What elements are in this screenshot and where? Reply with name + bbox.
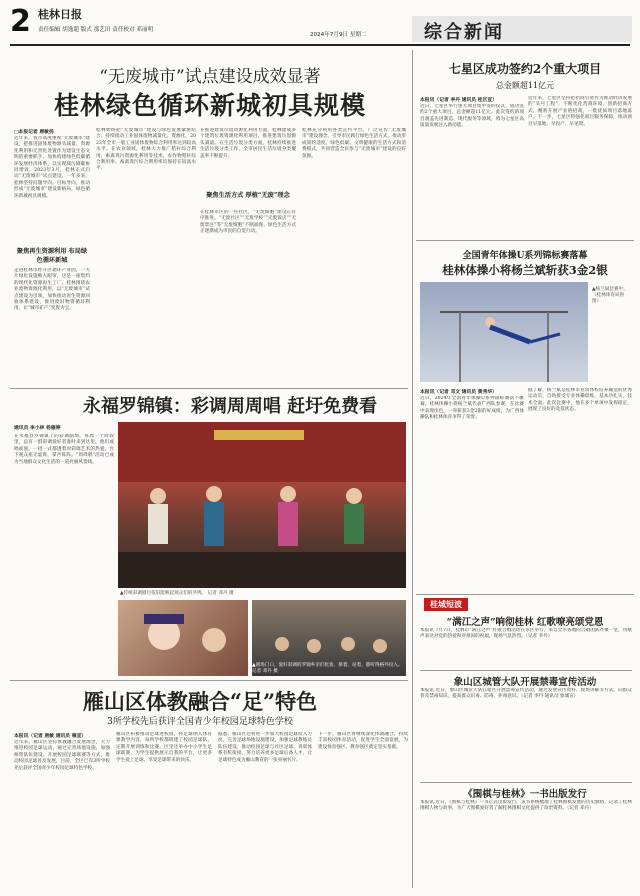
- opera-small-photo: [118, 600, 248, 676]
- story-divider: [416, 594, 634, 595]
- performer: [346, 488, 362, 504]
- main-subhead-1: 聚焦再生资源利用 布局绿色循环新城: [16, 248, 88, 264]
- paper-name: 桂林日报: [38, 8, 82, 21]
- qixing-subheadline: 总金额超11亿元: [495, 81, 555, 90]
- gymnast-col2: 据了解，杨兰斌是桂林市业余体校培养输送的优秀运动员，自幼接受专业体操训练，基本功扎实、技术全面。此次比赛中，他在多个单项中发挥稳定，展现了良好的竞技状态。: [528, 388, 632, 413]
- qixing-col1: 近日，七星区举行重大项目集中签约仪式，成功签约2个重大项目，总金额超11亿元。此次签约的项目涵盖先进制造、现代服务等领域，将为七星区高质量发展注入新动能。: [420, 104, 524, 129]
- gymnast-col1: 近日，2024年全国青年体操U系列锦标赛落下帷幕。桂林体操小将杨兰斌代表广西队参赛，在比赛中表现出色，一举斩获3金2银的好成绩，为广西体操队和桂林体育争得了荣誉。: [420, 396, 524, 421]
- opera-stage-illustration: [118, 422, 406, 588]
- masthead: [0, 0, 640, 50]
- top-rule: [10, 44, 630, 46]
- story-divider: [416, 240, 634, 241]
- performer-costume: [278, 502, 298, 546]
- gymnast-illustration: [420, 282, 588, 382]
- date-line: 2024年7月9日 星期二: [310, 32, 367, 38]
- sports-headline: 雁山区体教融合“足”特色: [82, 689, 318, 714]
- makeup-illustration: [118, 600, 248, 676]
- page-number: 2: [10, 4, 31, 39]
- main-col2b: 在推进建筑垃圾资源化利用方面，桂林建成多个建筑垃圾资源化利用项目，推进建筑垃圾源头减量。在生活垃圾分类方面，桂林持续推进生活垃圾分类工作，全市居民生活垃圾分类覆盖率不断提升。: [200, 128, 296, 159]
- opera-small-caption: ▲剧场门口，爱好彩调的罗锦乡亲们化妆、排着、站着，都听得格外投入。 记者 邓丹 摄: [252, 663, 403, 674]
- short-item2-text: 本报讯 近日，象山区城管大队在辖区开展禁毒宣传活动，通过发放宣传资料、现场讲解等方式，向群众普及禁毒知识，提高群众识毒、防毒、拒毒意识。（记者 李丹 通讯员 象城宣）: [420, 688, 632, 700]
- story-divider: [10, 388, 408, 389]
- performer: [206, 486, 222, 502]
- column-divider: [412, 50, 413, 888]
- short-item1-title: “满江之声”响彻桂林 红歌嘹亮颂党恩: [446, 617, 604, 628]
- opera-byline: 通讯员 李小林 杨雁婷: [14, 425, 61, 431]
- sports-col2: 雁山区积极推动足球进校园，将足球纳入体育课教学内容，每所学校都组建了校园足球队，定期开展训练和比赛。区里还举办中小学生足球联赛，为学生提供展示自我的平台，让更多学生爱上足球、享受足球带来的快乐。: [116, 732, 212, 763]
- short-divider: [420, 782, 632, 783]
- sports-byline: 本报讯（记者 唐敏 通讯员 雁宣）: [14, 733, 87, 739]
- main-col1: 近年来，我市高度重视“无废城市”建设，把推进固体废物源头减量、资源化利用和无害化处置作为建设生态文明的重要抓手，加快构建绿色低碳循环发展经济体系，以实现减污降碳协同增效。2023年3月，桂林正式启动“无废城市”试点建设，一年多来，桂林坚持问题导向、目标导向，推动形成“无废城市”建设新格局，绿色循环新城初具规模。: [14, 136, 90, 199]
- main-col3b: 桂林充分利用各类宣传平台，广泛宣传“无废城市”建设理念，引导市民践行绿色生活方式，推动形成简约适度、绿色低碳、文明健康的生活方式和消费模式，共同营造全民参与“无废城市”建设的良好氛围。: [302, 128, 406, 159]
- opera-main-photo: [118, 422, 406, 588]
- gymnast-legs: [530, 334, 560, 342]
- opera-headline: 永福罗锦镇：彩调周周唱 赶圩免费看: [82, 396, 378, 417]
- performer-costume: [204, 502, 224, 546]
- audience-member: [373, 639, 387, 653]
- qixing-col2: 近年来，七星区坚持把招商引资作为推动经济发展的“头号工程”，不断优化营商环境，创新招商方式，精准开展产业链招商，一批优质项目落地落户。下一步，七星区将强化项目服务保障，推动项目早落地、早投产、早见效。: [528, 96, 632, 127]
- qixing-headline: 七星区成功签约2个重大项目: [448, 62, 602, 76]
- gymnast-subheadline: 桂林体操小将杨兰斌斩获3金2银: [442, 263, 608, 277]
- stage-banner: [214, 430, 304, 440]
- main-col1b: 走进桂林市经开区循环产业园，一大片绿化设施映入眼帘，这是一座集约的现代化资源再生工厂。桂林围绕农业废物资源化利用，以“无废城市”试点建设为引领，加快推动再生资源回收体系建设，推进废旧物资循环利用，让“城市矿产”变废为宝。: [14, 268, 90, 312]
- performer-costume: [148, 504, 168, 544]
- performer: [280, 486, 296, 502]
- sports-col1: 近年来，雁山区坚持体教融合发展理念，大力推进校园足球运动，通过完善场地设施、加强师资队伍建设、开展校园足球联赛等方式，推动校园足球普及发展。目前，全区已有3所学校先后获评全国青少年校园足球特色学校。: [14, 740, 110, 771]
- main-headline: 桂林绿色循环新城初具规模: [53, 91, 366, 120]
- qixing-byline: 本报讯（记者 李丹 通讯员 桂区宣）: [420, 97, 497, 103]
- performer: [150, 488, 166, 504]
- sports-col4: 下一步，雁山区将继续深化体教融合，持续丰富校园体育活动，促进学生全面发展，为建设体育强区、教育强区奠定坚实基础。: [318, 732, 408, 750]
- headdress: [144, 614, 184, 624]
- gymnast-byline: 本报讯（记者 邓文 通讯员 黄秀华）: [420, 389, 497, 395]
- short-item2-title: 象山区城管大队开展禁毒宣传活动: [453, 677, 597, 688]
- short-item3-title: 《围棋与桂林》一书出版发行: [463, 789, 587, 800]
- gymnast-photo: [420, 282, 588, 382]
- main-subhead-2: 聚焦生活方式 厚植“无废”理念: [206, 192, 290, 199]
- main-byline: □本报记者 唐敏扬: [14, 129, 54, 135]
- opera-main-caption: ▲传统彩调剧目依旧能唤起观众们的共鸣。 记者 邓丹 摄: [120, 591, 234, 596]
- short-item1-text: 本报讯 7月7日，桂林市“满江之声”红歌合唱活动在市区举行，来自全市各地的合唱团队齐聚一堂，用歌声表达对党的热爱和对祖国的祝福，现场气氛热烈。（记者 李丹）: [420, 628, 632, 640]
- short-item3-text: 本报讯 近日，《围棋与桂林》一书正式出版发行。该书系统梳理了桂林围棋发展的历史脉络，记录了桂林围棋人物与故事，为广大围棋爱好者了解桂林围棋文化提供了珍贵资料。（记者 邓丹）: [420, 800, 632, 812]
- audience-member: [341, 637, 355, 651]
- opera-col1: 在永福县罗锦镇上的彩调剧场，每周一个时段里，总有一群彩调爱好者准时来到这里，他们或唱或演，一招一式都透着对彩调艺术的热爱。台下观众座无虚席，掌声阵阵。“周周唱”活动已成为当地群众文化生活的一道亮丽风景线。: [14, 434, 114, 465]
- audience-member: [307, 639, 321, 653]
- story-divider: [10, 680, 408, 681]
- main-col3: 在桂林市区的一些社区，“无废细胞”建设正有序推进。“无废社区”“无废学校”“无废饭店”“无废景区”等“无废细胞”不断涌现，绿色生活方式正逐渐成为市民的自觉行动。: [200, 210, 296, 235]
- main-kicker: “无废城市”试点建设成效显著: [99, 67, 321, 87]
- gymnast-caption: ▲杨兰斌比赛中。（桂林体育局供图）: [592, 287, 628, 304]
- audience-member: [275, 637, 289, 651]
- performer-face: [202, 628, 226, 652]
- gymnast-head: [485, 317, 495, 327]
- performer-costume: [344, 504, 364, 544]
- editor-credits: 责任编辑 胡逸超 版式 那艺田 责任校对 邓丽明: [38, 27, 154, 33]
- section-title: 综合新闻: [424, 22, 504, 43]
- sports-col3: 据悉，雁山区还将进一步加大校园足球投入力度，完善足球场地设施建设，加强足球教练员队伍建设，推动校园足球与社区足球、青训体系有机衔接，努力培养更多足球后备人才，让足球特色成为雁山教育的一张亮丽名片。: [218, 732, 312, 763]
- short-news-label: 桂城短波: [424, 598, 468, 611]
- short-divider: [420, 670, 632, 671]
- gymnast-headline: 全国青年体操U系列锦标赛落幕: [462, 251, 588, 261]
- main-col2: 桂林始终把“无废城市”建设与绿色发展紧密结合，持续推动工业固体废物减量化、资源化，2023年全市一般工业固体废物综合利用率达到较高水平。在农业领域，桂林大力推广秸秆综合利用、畜禽粪污资源化利用等技术，农作物秸秆综合利用率、畜禽粪污综合利用率均保持在较高水平。: [96, 128, 196, 172]
- sports-subheadline: 3所学校先后获评全国青少年校园足球特色学校: [107, 717, 293, 727]
- gymnast-body: [490, 327, 530, 342]
- audience-area: [118, 552, 406, 588]
